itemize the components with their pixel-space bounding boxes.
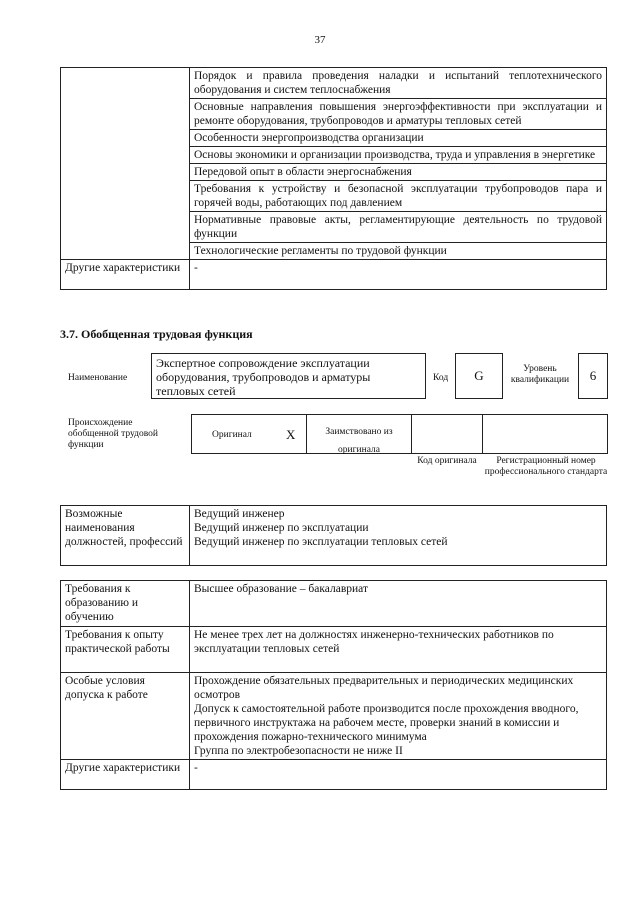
- other-characteristics-value: -: [190, 760, 607, 790]
- page-number: 37: [314, 34, 326, 46]
- code-original-box: [411, 414, 483, 454]
- section-heading: 3.7. Обобщенная трудовая функция: [60, 327, 253, 341]
- borrowed-label: Заимствовано из оригинала: [325, 427, 393, 455]
- knowledge-table: [60, 67, 607, 290]
- education-value: Высшее образование – бакалавриат: [190, 581, 607, 627]
- gtf-name-box: [151, 353, 426, 399]
- code-original-caption: Код оригинала: [417, 456, 477, 466]
- gtf-name-value: Экспертное сопровождение эксплуатации оборудования, трубопроводов и арматуры тепловых сетей: [156, 356, 371, 398]
- knowledge-item: Технологические регламенты по трудовой функции: [190, 243, 607, 260]
- knowledge-label-cell: [61, 68, 190, 260]
- reg-number-box: [482, 414, 608, 454]
- level-label: Уровень квалификации: [510, 364, 570, 385]
- original-box: [191, 414, 307, 454]
- position-item: Ведущий инженер: [194, 508, 285, 520]
- knowledge-item: Основы экономики и организации производства, труда и управления в энергетике: [190, 147, 607, 164]
- knowledge-item: Порядок и правила проведения наладки и испытаний теплотехнического оборудования и систем теплоснабжения: [190, 68, 607, 99]
- original-mark: X: [286, 427, 296, 442]
- requirements-table: [60, 580, 607, 790]
- positions-list: [190, 506, 607, 566]
- education-label: Требования к образованию и обучению: [61, 581, 190, 627]
- conditions-list: [190, 673, 607, 760]
- origin-label: Происхождение обобщенной трудовой функции: [68, 418, 158, 450]
- code-value: G: [455, 353, 503, 399]
- positions-label: Возможные наименования должностей, профессий: [61, 506, 190, 566]
- experience-label: Требования к опыту практической работы: [61, 627, 190, 673]
- positions-table: [60, 505, 607, 566]
- level-value: 6: [578, 353, 608, 399]
- position-item: Ведущий инженер по эксплуатации: [194, 522, 369, 534]
- borrowed-box: [306, 414, 412, 454]
- other-characteristics-label: Другие характеристики: [61, 260, 190, 290]
- experience-value: Не менее трех лет на должностях инженерно-технических работников по эксплуатации тепловых сетей: [190, 627, 607, 673]
- knowledge-item: Особенности энергопроизводства организации: [190, 130, 607, 147]
- condition-item: Допуск к самостоятельной работе производится после прохождения вводного, первичного инструктажа на рабочем месте, проверки знаний в комиссии и прохождения пожарно-технического минимума: [194, 703, 579, 743]
- reg-number-caption: Регистрационный номер профессионального стандарта: [484, 456, 608, 477]
- condition-item: Прохождение обязательных предварительных и периодических медицинских осмотров: [194, 675, 574, 701]
- other-characteristics-value: -: [190, 260, 607, 290]
- knowledge-item: Передовой опыт в области энергоснабжения: [190, 164, 607, 181]
- knowledge-item: Нормативные правовые акты, регламентирующие деятельность по трудовой функции: [190, 212, 607, 243]
- knowledge-item: Требования к устройству и безопасной эксплуатации трубопроводов пара и горячей воды, работающих под давлением: [190, 181, 607, 212]
- original-label: Оригинал: [212, 430, 252, 440]
- position-item: Ведущий инженер по эксплуатации тепловых сетей: [194, 536, 448, 548]
- condition-item: Группа по электробезопасности не ниже II: [194, 745, 403, 757]
- other-characteristics-label: Другие характеристики: [61, 760, 190, 790]
- conditions-label: Особые условия допуска к работе: [61, 673, 190, 760]
- knowledge-item: Основные направления повышения энергоэффективности при эксплуатации и ремонте оборудования, трубопроводов и арматуры тепловых сетей: [190, 99, 607, 130]
- code-label: Код: [433, 373, 449, 383]
- name-label: Наименование: [68, 373, 128, 383]
